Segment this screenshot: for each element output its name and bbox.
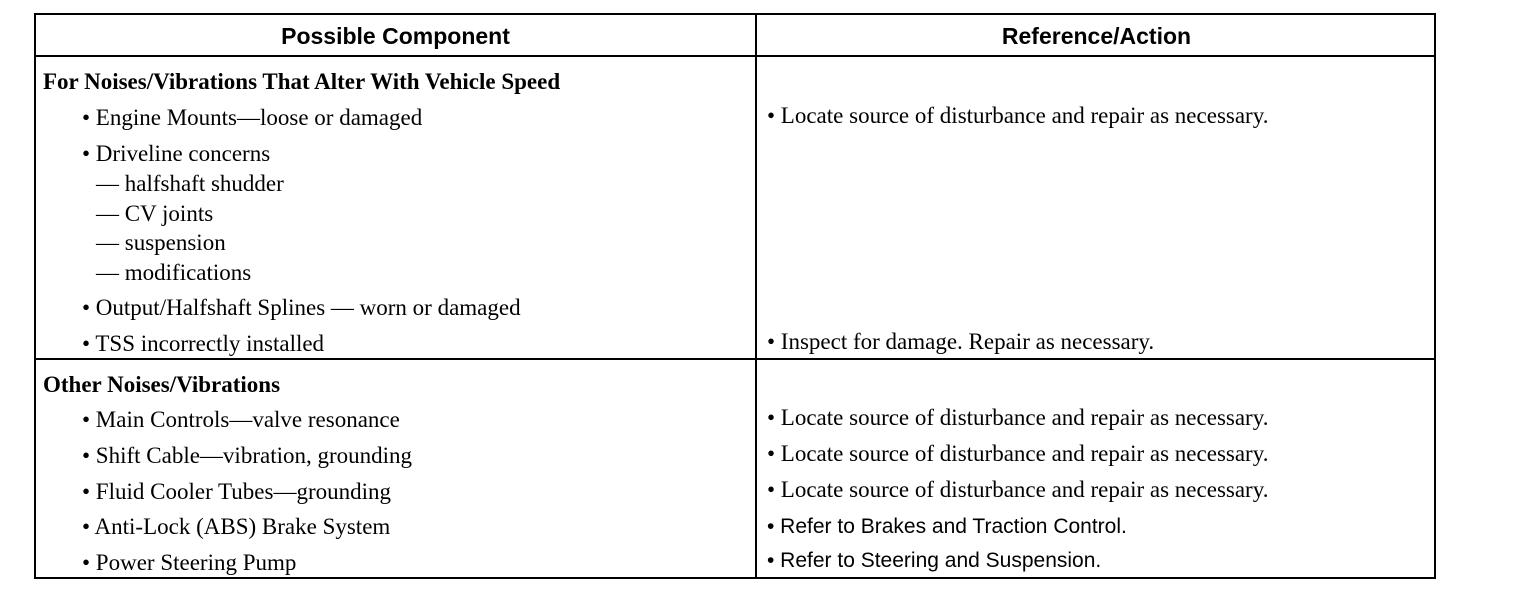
action-item: • Refer to Brakes and Traction Control. [767, 515, 1127, 538]
list-item: • Power Steering Pump [82, 550, 297, 575]
header-reference-action: Reference/Action [1001, 22, 1192, 49]
action-item: • Refer to Steering and Suspension. [767, 549, 1102, 572]
list-item: • Driveline concerns [82, 141, 271, 166]
action-item: • Locate source of disturbance and repair as necessary. [767, 405, 1269, 430]
diagnosis-table [34, 13, 1436, 579]
section-divider [36, 358, 1434, 360]
sub-list-item: — suspension [96, 230, 226, 255]
list-item: • TSS incorrectly installed [82, 331, 325, 356]
action-item: • Inspect for damage. Repair as necessary. [767, 329, 1155, 354]
section-title-other-noises: Other Noises/Vibrations [43, 372, 281, 397]
action-item: • Locate source of disturbance and repair as necessary. [767, 103, 1269, 128]
list-item: • Output/Halfshaft Splines — worn or damaged [82, 295, 521, 320]
list-item: • Engine Mounts—loose or damaged [82, 105, 423, 130]
list-item: • Main Controls—valve resonance [82, 407, 400, 432]
action-item: • Locate source of disturbance and repair as necessary. [767, 477, 1269, 502]
header-possible-component: Possible Component [281, 22, 510, 49]
section-title-vehicle-speed: For Noises/Vibrations That Alter With Vehicle Speed [43, 69, 561, 94]
sub-list-item: — halfshaft shudder [96, 171, 284, 196]
list-item: • Shift Cable—vibration, grounding [82, 443, 413, 468]
action-item: • Locate source of disturbance and repair as necessary. [767, 441, 1269, 466]
sub-list-item: — modifications [96, 260, 252, 285]
list-item: • Fluid Cooler Tubes—grounding [82, 479, 392, 504]
list-item: • Anti-Lock (ABS) Brake System [82, 514, 391, 539]
sub-list-item: — CV joints [96, 201, 214, 226]
column-divider [755, 15, 757, 577]
